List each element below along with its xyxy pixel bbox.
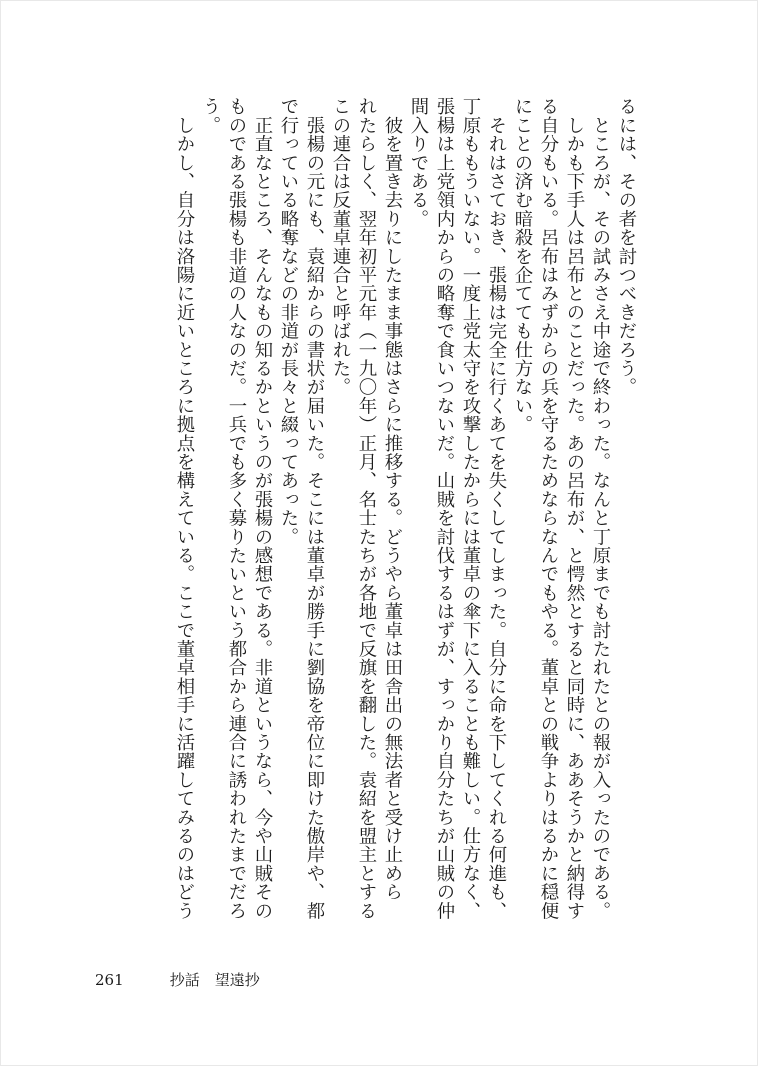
text-line: 丁原ももういない。一度上党太守を攻撃したからには董卓の傘下に入ることも難しい。仕方なく、 xyxy=(460,97,481,920)
text-line: う。 xyxy=(200,97,221,135)
text-line: れたらしく、翌年初平元年（一九〇年）正月、名士たちが各地で反旗を翻した。袁紹を盟主とする xyxy=(356,97,377,920)
text-line: それはさておき、張楊は完全に行くあてを失くしてしまった。自分に命を下してくれる何進も、 xyxy=(486,97,507,920)
text-line: 彼を置き去りにしたまま事態はさらに推移する。どうやら董卓は田舎出の無法者と受け止めら xyxy=(382,97,403,902)
text-line: る自分もいる。呂布はみずからの兵を守るためならなんでもやる。董卓との戦争よりはるかに穏便 xyxy=(538,97,559,920)
vertical-body-text xyxy=(129,97,639,937)
text-line: ところが、その試みさえ中途で終わった。なんと丁原までも討たれたとの報が入ったのである。 xyxy=(590,97,611,920)
text-line: で行っている略奪などの非道が長々と綴ってあった。 xyxy=(278,97,299,546)
running-head: 抄話 望遠抄 xyxy=(169,971,260,989)
text-line: 正直なところ、そんなもの知るかというのが張楊の感想である。非道というなら、今や山賊その xyxy=(252,97,273,920)
text-line: るには、その者を討つべきだろう。 xyxy=(616,97,637,397)
text-line: しかも下手人は呂布とのことだった。あの呂布が、と愕然とすると同時に、ああそうかと納得す xyxy=(564,97,585,920)
text-line: ものである張楊も非道の人なのだ。一兵でも多く募りたいという都合から連合に誘われたまでだろ xyxy=(226,97,247,920)
text-line: 張楊の元にも、袁紹からの書状が届いた。そこには董卓が勝手に劉協を帝位に即けた傲岸や、都 xyxy=(304,97,325,920)
text-line: 張楊は上党領内からの略奪で食いつないだ。山賊を討伐するはずが、すっかり自分たちが山賊の仲 xyxy=(434,97,455,920)
page-footer xyxy=(95,969,260,990)
text-line: この連合は反董卓連合と呼ばれた。 xyxy=(330,97,351,397)
text-line: にことの済む暗殺を企てても仕方ない。 xyxy=(512,97,533,434)
text-line: しかし、自分は洛陽に近いところに拠点を構えている。ここで董卓相手に活躍してみるのはどう xyxy=(174,97,195,920)
text-line: 間入りである。 xyxy=(408,97,429,228)
page-number: 261 xyxy=(95,971,124,989)
